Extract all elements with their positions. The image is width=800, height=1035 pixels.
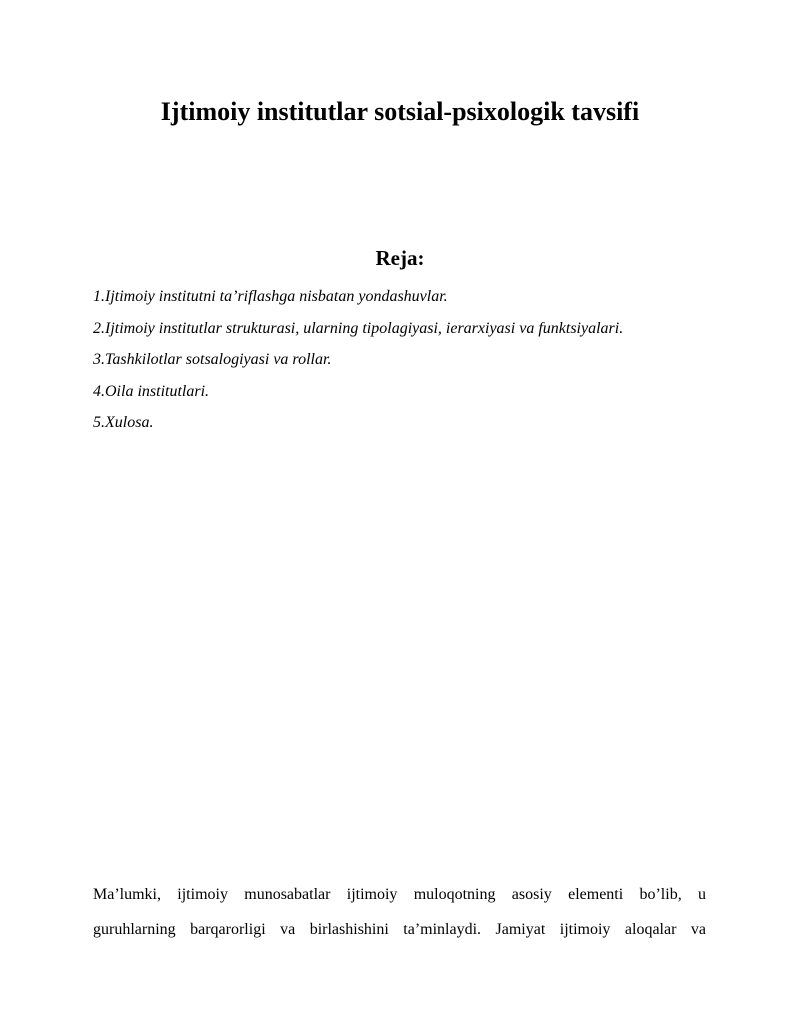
body-line: guruhlarning barqarorligi va birlashishini ta’minlaydi. Jamiyat ijtimoiy aloqalar va [93,921,706,938]
plan-item: 2.Ijtimoiy institutlar strukturasi, ularning tipolagiyasi, ierarxiyasi va funktsiyalari. [93,319,624,337]
plan-item: 1.Ijtimoiy institutni ta’riflashga nisbatan yondashuvlar. [93,288,448,305]
plan-heading: Reja: [375,246,425,270]
plan-item: 5.Xulosa. [93,414,154,431]
document-title: Ijtimoiy institutlar sotsial-psixologik tavsifi [160,97,640,126]
body-line: Ma’lumki, ijtimoiy munosabatlar ijtimoiy muloqotning asosiy elementi bo’lib, u [93,886,706,903]
plan-item: 3.Tashkilotlar sotsalogiyasi va rollar. [93,351,332,368]
body-paragraph [93,877,706,947]
plan-item: 4.Oila institutlari. [93,382,210,400]
plan-list [93,281,713,439]
